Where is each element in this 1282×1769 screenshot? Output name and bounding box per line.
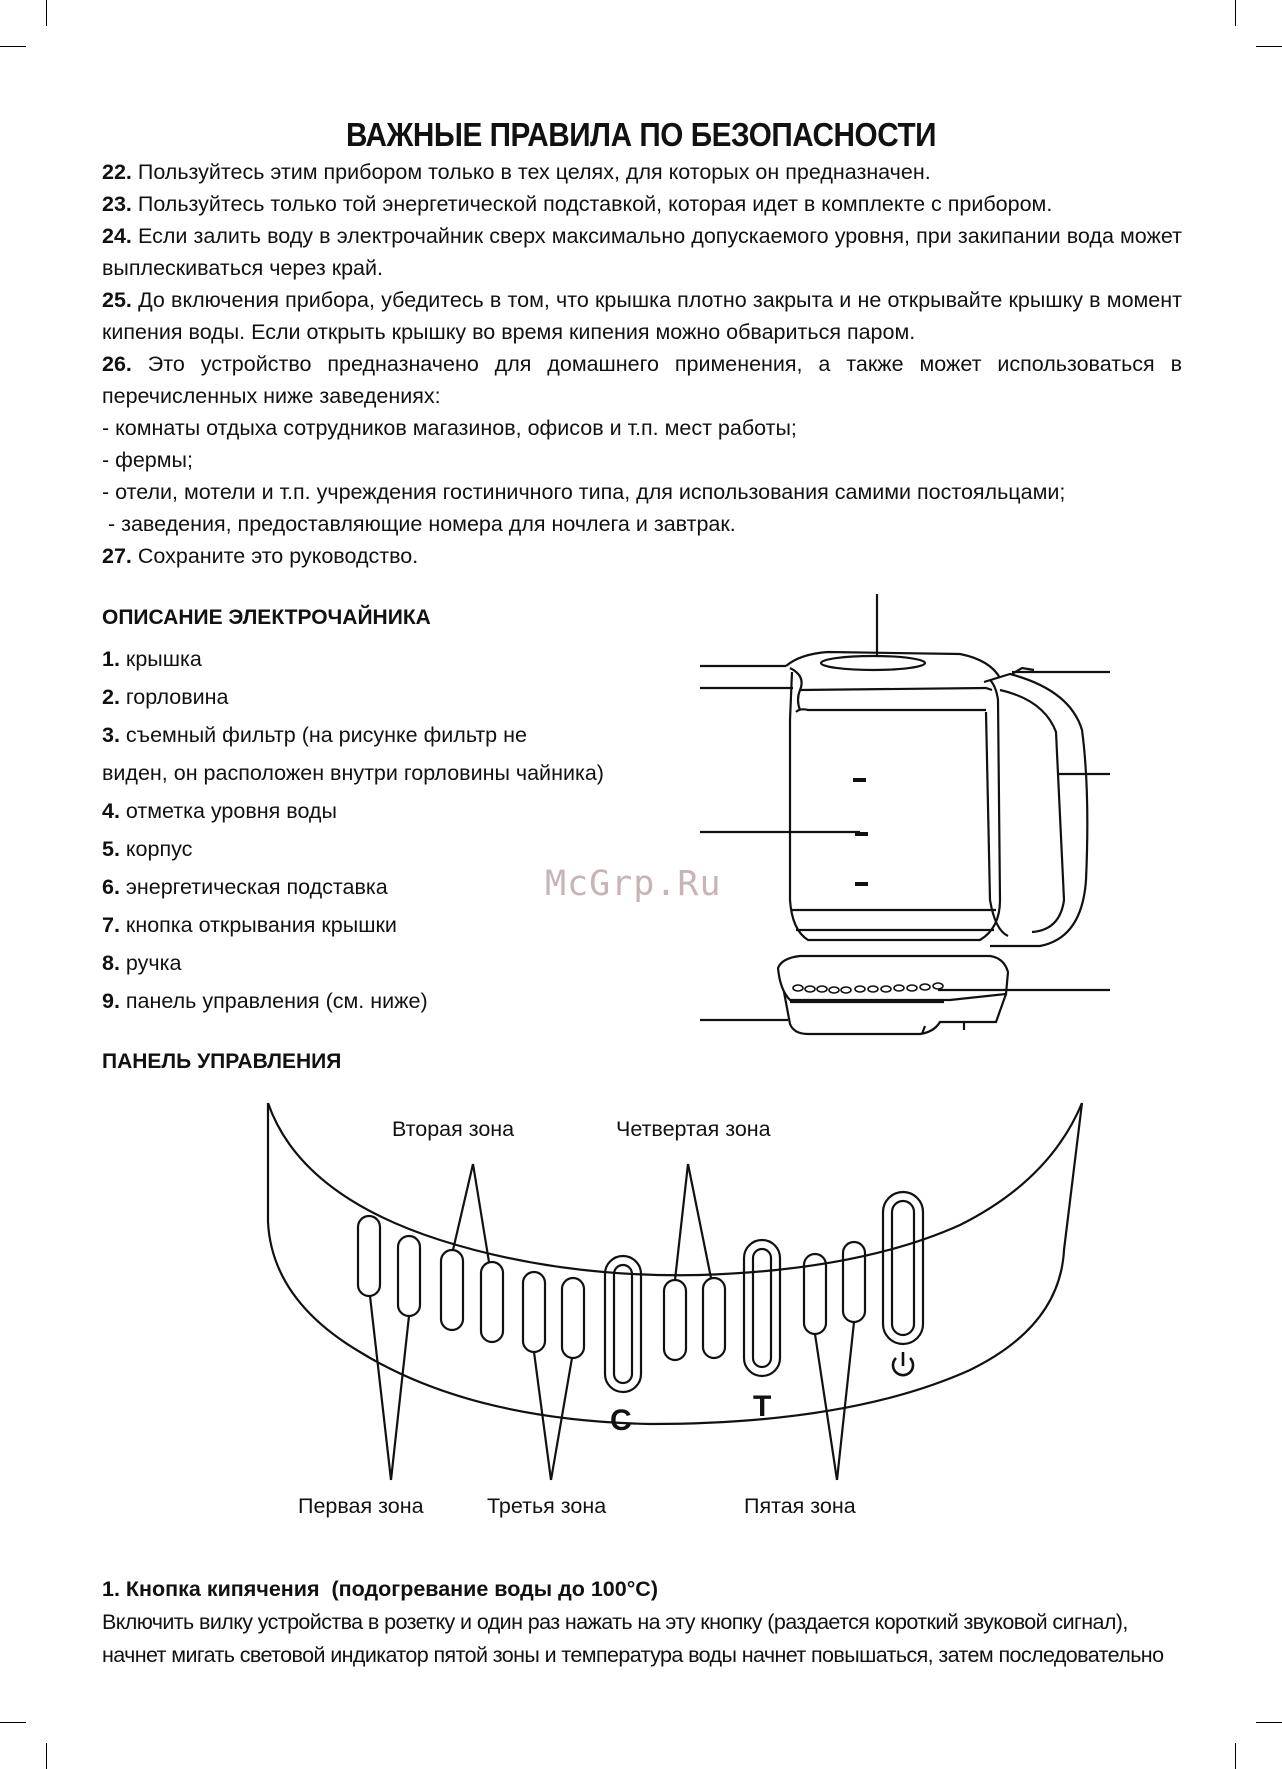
part-item: 8. ручка <box>102 951 182 975</box>
button-letter-c: C <box>610 1404 632 1437</box>
panel-heading: ПАНЕЛЬ УПРАВЛЕНИЯ <box>102 1050 342 1073</box>
part-item: виден, он расположен внутри горловины чайника) <box>102 761 604 785</box>
rule-22: 22. Пользуйтесь этим прибором только в тех целях, для которых он предназначен. <box>102 160 931 184</box>
boil-text-line: начнет мигать световой индикатор пятой зоны и температура воды начнет повышаться, затем последовательно <box>102 1643 1164 1667</box>
list-item: - отели, мотели и т.п. учреждения гостиничного типа, для использования самими постояльцами; <box>102 480 1066 504</box>
page-title: ВАЖНЫЕ ПРАВИЛА ПО БЕЗОПАСНОСТИ <box>345 116 937 153</box>
part-item: 9. панель управления (см. ниже) <box>102 989 428 1013</box>
boil-button-description <box>102 1573 1182 1672</box>
list-item: - фермы; <box>102 448 193 472</box>
button-letter-t: T <box>753 1390 772 1423</box>
rule-27: 27. Сохраните это руководство. <box>102 544 419 568</box>
boil-heading: 1. Кнопка кипячения (подогревание воды до 100°С) <box>102 1577 658 1601</box>
kettle-heading: ОПИСАНИЕ ЭЛЕКТРОЧАЙНИКА <box>102 606 431 629</box>
list-item: - комнаты отдыха сотрудников магазинов, офисов и т.п. мест работы; <box>102 416 797 440</box>
boil-text-line: Включить вилку устройства в розетку и один раз нажать на эту кнопку (раздается короткий звуковой сигнал), <box>102 1610 1128 1634</box>
part-item: 4. отметка уровня воды <box>102 799 337 823</box>
rule-25: 25. До включения прибора, убедитесь в том, что крышка плотно закрыта и не открывайте крышку в момент кипения воды. Если открыть крышку во время кипения можно обвариться паром. <box>102 288 1182 344</box>
part-item: 5. корпус <box>102 837 193 861</box>
rule-23: 23. Пользуйтесь только той энергетической подставкой, которая идет в комплекте с прибором. <box>102 192 1053 216</box>
part-item: 2. горловина <box>102 685 229 709</box>
zone-label-second: Вторая зона <box>392 1117 515 1141</box>
zone-label-first: Первая зона <box>298 1494 424 1518</box>
rule-26: 26. Это устройство предназначено для домашнего применения, а также может использоваться в перечисленных ниже заведениях: <box>102 352 1182 408</box>
list-item: - заведения, предоставляющие номера для ночлега и завтрак. <box>102 512 736 536</box>
zone-label-third: Третья зона <box>487 1494 607 1518</box>
part-item: 6. энергетическая подставка <box>102 875 388 899</box>
zone-label-fifth: Пятая зона <box>744 1494 856 1518</box>
watermark-text: McGrp.Ru <box>545 864 722 904</box>
part-item: 3. съемный фильтр (на рисунке фильтр не <box>102 723 527 747</box>
rule-24: 24. Если залить воду в электрочайник сверх максимально допускаемого уровня, при закипании вода может выплескиваться через край. <box>102 224 1182 280</box>
part-item: 7. кнопка открывания крышки <box>102 913 397 937</box>
zone-label-fourth: Четвертая зона <box>616 1117 771 1141</box>
part-item: 1. крышка <box>102 647 202 671</box>
